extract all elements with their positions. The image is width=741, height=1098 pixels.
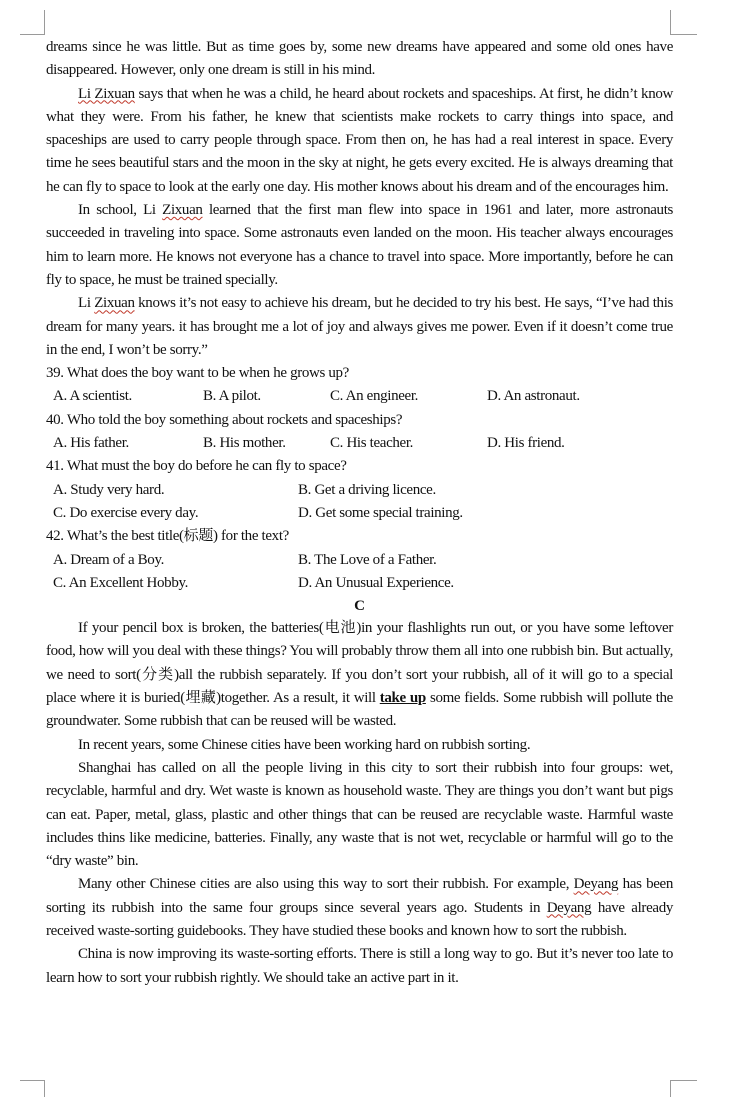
spellcheck-city: Deyang [573, 876, 619, 893]
option-c: C. His teacher. [330, 435, 414, 452]
option-a: A. Dream of a Boy. [53, 551, 165, 568]
passage-c-paragraph-4: Many other Chinese cities are also using this way to sort their rubbish. For example, Deyang has been sorting its rubbish into the same four groups since several years ago. Students in Deyang have already received waste-sorting guidebooks. They have studied these books and known how to sort the rubbish. [46, 876, 673, 939]
option-b: B. Get a driving licence. [298, 481, 436, 498]
passage-c-paragraph-5: China is now improving its waste-sorting efforts. There is still a long way to go. But it’s never too late to learn how to sort your rubbish rightly. We should take an active part in it. [46, 946, 673, 986]
passage-b-paragraph-1: dreams since he was little. But as time goes by, some new dreams have appeared and some old ones have disappeared. However, only one dream is still in his mind. [46, 39, 673, 79]
crop-mark-top-left [20, 10, 45, 35]
option-d: D. Get some special training. [298, 504, 463, 521]
option-c: C. An engineer. [330, 388, 419, 405]
passage-b-paragraph-2: Li Zixuan says that when he was a child, he heard about rockets and spaceships. At first, he didn’t know what they were. From his father, he knew that scientists make rockets to carry things into space, and spaceships are used to carry people through space. From then on, he has had a real interest in space. Every time he sees beautiful stars and the moon in the sky at night, he gets every excited. He is always dreaming that he can fly to space to look at the early one day. His mother knows about his dream and of the encourages him. [46, 85, 673, 195]
option-d: D. An astronaut. [487, 388, 580, 405]
option-a: A. Study very hard. [53, 481, 165, 498]
option-d: D. An Unusual Experience. [298, 574, 454, 591]
option-b: B. His mother. [203, 435, 286, 452]
crop-mark-top-right [670, 10, 697, 35]
spellcheck-name: Li Zixuan [78, 85, 135, 102]
option-d: D. His friend. [487, 435, 565, 452]
question-options [46, 502, 673, 525]
question-options [46, 549, 673, 572]
passage-b-paragraph-4: Li Zixuan knows it’s not easy to achieve his dream, but he decided to try his best. He says, “I’ve had this dream for many years. it has brought me a lot of joy and always gives me power. Even if it doesn’t come true in the end, I won’t be sorry.” [46, 295, 674, 358]
option-b: B. A pilot. [203, 388, 261, 405]
key-phrase: take up [379, 690, 426, 707]
passage-c-paragraph-1: If your pencil box is broken, the batteries(电池)in your flashlights run out, or you have some leftover food, how will you deal with these things? You will probably throw them all into one rubbish bin. But actually, we need to sort(分类)all the rubbish separately. If you don’t sort your rubbish, all of it will go to a special place where it is buried(埋藏)together. As a result, it will take up some fields. Some rubbish will pollute the groundwater. Some rubbish that can be reused will be wasted. [46, 620, 673, 730]
question-41 [46, 455, 673, 525]
question-stem: 42. What’s the best title(标题) for the text? [46, 528, 289, 545]
question-options [46, 385, 673, 408]
option-a: A. A scientist. [53, 388, 132, 405]
question-stem: 41. What must the boy do before he can fly to space? [46, 458, 347, 475]
passage-c-paragraph-3: Shanghai has called on all the people living in this city to sort their rubbish into four groups: wet, recyclable, harmful and dry. Wet waste is known as household waste. They are things you don’t want but pigs can eat. Paper, metal, glass, plastic and other things that can be reused are recyclable waste. Harmful waste includes thins like medicine, batteries. Finally, any waste that is not wet, recyclable or harmful will go to the “dry waste” bin. [46, 759, 673, 870]
document-page [46, 36, 673, 990]
question-39 [46, 362, 673, 409]
question-40 [46, 409, 673, 456]
spellcheck-city: Deyang [546, 899, 592, 916]
question-42 [46, 525, 673, 595]
passage-b-paragraph-3: In school, Li Zixuan learned that the first man flew into space in 1961 and later, more astronauts succeeded in traveling into space. Some astronauts even landed on the moon. His teacher always encourages him to learn more. He knows not everyone has a chance to travel into space. More importantly, before he can fly to space, he must be trained specially. [46, 202, 674, 288]
question-stem: 39. What does the boy want to be when he grows up? [46, 365, 349, 382]
question-options [46, 572, 673, 595]
crop-mark-bottom-right [670, 1080, 697, 1097]
section-heading: C [354, 598, 365, 615]
crop-mark-bottom-left [20, 1080, 45, 1097]
option-b: B. The Love of a Father. [298, 551, 437, 568]
question-stem: 40. Who told the boy something about rockets and spaceships? [46, 411, 403, 428]
passage-c-paragraph-2: In recent years, some Chinese cities have been working hard on rubbish sorting. [78, 736, 531, 753]
spellcheck-name: Zixuan [94, 295, 135, 312]
option-a: A. His father. [53, 435, 129, 452]
option-c: C. An Excellent Hobby. [53, 574, 189, 591]
question-options [46, 479, 673, 502]
option-c: C. Do exercise every day. [53, 504, 199, 521]
question-options [46, 432, 673, 455]
spellcheck-name: Zixuan [162, 202, 203, 219]
